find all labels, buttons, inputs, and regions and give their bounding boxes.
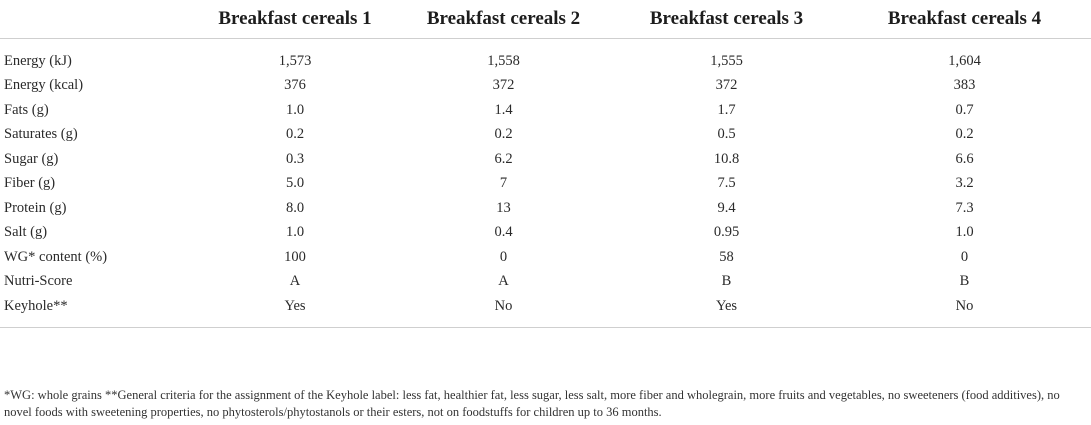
table-row: [0, 172, 1091, 197]
header-cell-cereals-3: Breakfast cereals 3: [615, 0, 838, 39]
value-cell: 1,604: [948, 52, 981, 69]
value-cell: 9.4: [717, 199, 736, 216]
value-cell: B: [721, 273, 732, 290]
value-cell: 0: [499, 248, 508, 265]
table-row: [0, 245, 1091, 270]
value-cell: 6.2: [494, 150, 513, 167]
value-cell: No: [392, 294, 615, 327]
value-cell: 10.8: [713, 150, 740, 167]
row-label-cell: Sugar (g): [4, 150, 59, 167]
value-cell: 0.2: [955, 126, 974, 143]
table-row: [0, 294, 1091, 327]
table-row: [0, 147, 1091, 172]
value-cell: 0.95: [713, 224, 740, 241]
table-row: [0, 74, 1091, 99]
value-cell: A: [498, 273, 509, 290]
row-label-cell: Salt (g): [4, 224, 48, 241]
header-cell-cereals-2: Breakfast cereals 2: [392, 0, 615, 39]
value-cell: 0.7: [955, 101, 974, 118]
value-cell: 1,558: [487, 52, 520, 69]
row-label-cell: Energy (kJ): [4, 52, 72, 69]
value-cell: Yes: [615, 294, 838, 327]
table-footnote: *WG: whole grains **General criteria for the assignment of the Keyhole label: less fat, healthier fat, less sugar, less salt, more fiber and wholegrain, more fruits and vegetables, no sweeteners (food additives), no novel foods with sweetening properties, no phytosterols/phytostanols or their esters, not on foodstuffs for children up to 36 months.: [4, 388, 1060, 419]
value-cell: 0.3: [285, 150, 305, 167]
value-cell: 0.2: [494, 126, 513, 143]
value-cell: 1,555: [710, 52, 743, 69]
value-cell: B: [959, 273, 970, 290]
value-cell: 7.5: [717, 175, 736, 192]
value-cell: 100: [284, 248, 306, 265]
value-cell: 1.7: [717, 101, 736, 118]
value-cell: Yes: [198, 294, 392, 327]
header-cell-label: [0, 0, 198, 39]
row-label-cell: Saturates (g): [4, 126, 78, 143]
value-cell: 6.6: [955, 150, 974, 167]
value-cell: 0.5: [717, 126, 736, 143]
value-cell: 7.3: [955, 199, 974, 216]
row-label-cell: WG* content (%): [4, 248, 108, 265]
value-cell: 8.0: [285, 199, 305, 216]
table-row: [0, 39, 1091, 74]
row-label-cell: Fats (g): [4, 101, 49, 118]
header-cell-cereals-4: Breakfast cereals 4: [838, 0, 1091, 39]
value-cell: 376: [284, 77, 306, 94]
value-cell: 1.0: [285, 224, 305, 241]
value-cell: 0: [960, 248, 969, 265]
value-cell: 1.0: [955, 224, 974, 241]
value-cell: No: [838, 294, 1091, 327]
value-cell: A: [289, 273, 301, 290]
row-label-cell: Keyhole**: [0, 294, 198, 327]
value-cell: 58: [719, 248, 734, 265]
value-cell: 0.4: [494, 224, 513, 241]
table-row: [0, 123, 1091, 148]
table-body: [0, 39, 1091, 328]
value-cell: 7: [499, 175, 508, 192]
value-cell: 383: [953, 77, 976, 94]
value-cell: 1.4: [494, 101, 513, 118]
table-header-row: [0, 0, 1091, 39]
value-cell: 1.0: [285, 101, 305, 118]
value-cell: 0.2: [285, 126, 305, 143]
value-cell: 372: [715, 77, 738, 94]
value-cell: 1,573: [278, 52, 312, 69]
table-row: [0, 270, 1091, 295]
value-cell: 5.0: [285, 175, 305, 192]
value-cell: 372: [492, 77, 515, 94]
value-cell: 3.2: [955, 175, 974, 192]
table-row: [0, 221, 1091, 246]
row-label-cell: Protein (g): [4, 199, 67, 216]
table-row: [0, 196, 1091, 221]
row-label-cell: Nutri-Score: [4, 273, 73, 290]
value-cell: 13: [496, 199, 511, 216]
row-label-cell: Energy (kcal): [4, 77, 84, 94]
header-cell-cereals-1: Breakfast cereals 1: [198, 0, 392, 39]
table-row: [0, 98, 1091, 123]
row-label-cell: Fiber (g): [4, 175, 56, 192]
